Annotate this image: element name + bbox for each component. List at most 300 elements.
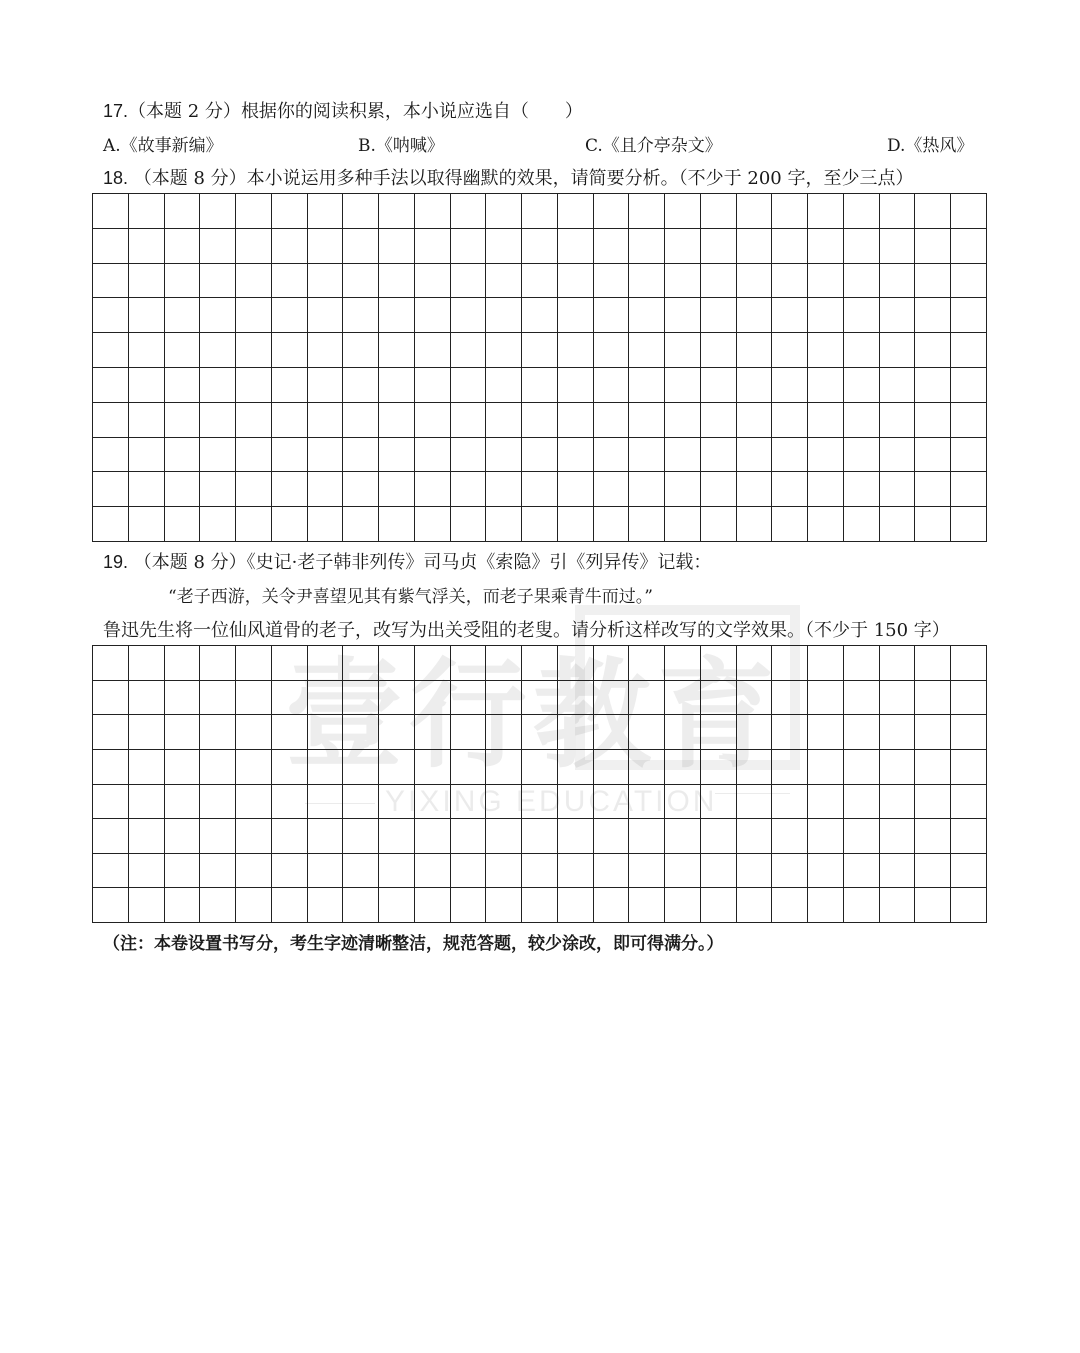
grid-cell[interactable] bbox=[164, 471, 200, 506]
grid-cell[interactable] bbox=[593, 332, 629, 367]
grid-cell[interactable] bbox=[199, 818, 235, 853]
grid-cell[interactable] bbox=[271, 853, 307, 888]
grid-cell[interactable] bbox=[521, 297, 557, 332]
grid-cell[interactable] bbox=[307, 645, 343, 680]
grid-cell[interactable] bbox=[235, 818, 271, 853]
grid-cell[interactable] bbox=[485, 714, 521, 749]
grid-cell[interactable] bbox=[92, 680, 128, 715]
grid-cell[interactable] bbox=[557, 680, 593, 715]
grid-cell[interactable] bbox=[271, 887, 307, 922]
grid-cell[interactable] bbox=[378, 749, 414, 784]
grid-cell[interactable] bbox=[342, 749, 378, 784]
grid-cell[interactable] bbox=[164, 680, 200, 715]
grid-cell[interactable] bbox=[92, 437, 128, 472]
grid-cell[interactable] bbox=[271, 332, 307, 367]
grid-cell[interactable] bbox=[450, 887, 486, 922]
grid-cell[interactable] bbox=[771, 228, 807, 263]
grid-cell[interactable] bbox=[771, 887, 807, 922]
grid-cell[interactable] bbox=[843, 297, 879, 332]
grid-cell[interactable] bbox=[521, 784, 557, 819]
grid-cell[interactable] bbox=[450, 506, 486, 541]
grid-cell[interactable] bbox=[700, 471, 736, 506]
grid-cell[interactable] bbox=[950, 853, 986, 888]
grid-cell[interactable] bbox=[914, 228, 950, 263]
grid-cell[interactable] bbox=[628, 367, 664, 402]
grid-cell[interactable] bbox=[950, 193, 986, 228]
grid-cell[interactable] bbox=[950, 402, 986, 437]
grid-cell[interactable] bbox=[199, 193, 235, 228]
grid-cell[interactable] bbox=[771, 367, 807, 402]
grid-cell[interactable] bbox=[199, 402, 235, 437]
grid-cell[interactable] bbox=[521, 263, 557, 298]
grid-cell[interactable] bbox=[664, 714, 700, 749]
grid-cell[interactable] bbox=[235, 402, 271, 437]
grid-cell[interactable] bbox=[736, 297, 772, 332]
grid-cell[interactable] bbox=[736, 853, 772, 888]
grid-cell[interactable] bbox=[128, 887, 164, 922]
grid-cell[interactable] bbox=[879, 714, 915, 749]
grid-cell[interactable] bbox=[414, 263, 450, 298]
grid-cell[interactable] bbox=[485, 263, 521, 298]
grid-cell[interactable] bbox=[843, 887, 879, 922]
grid-cell[interactable] bbox=[593, 680, 629, 715]
grid-cell[interactable] bbox=[164, 263, 200, 298]
grid-cell[interactable] bbox=[164, 645, 200, 680]
grid-cell[interactable] bbox=[271, 367, 307, 402]
grid-cell[interactable] bbox=[950, 437, 986, 472]
grid-cell[interactable] bbox=[307, 749, 343, 784]
grid-cell[interactable] bbox=[307, 263, 343, 298]
grid-cell[interactable] bbox=[450, 297, 486, 332]
grid-cell[interactable] bbox=[235, 887, 271, 922]
grid-cell[interactable] bbox=[593, 193, 629, 228]
grid-cell[interactable] bbox=[271, 297, 307, 332]
grid-cell[interactable] bbox=[914, 714, 950, 749]
grid-cell[interactable] bbox=[414, 645, 450, 680]
grid-cell[interactable] bbox=[485, 506, 521, 541]
grid-cell[interactable] bbox=[128, 297, 164, 332]
grid-cell[interactable] bbox=[843, 367, 879, 402]
grid-cell[interactable] bbox=[378, 437, 414, 472]
grid-cell[interactable] bbox=[664, 367, 700, 402]
grid-cell[interactable] bbox=[378, 645, 414, 680]
grid-cell[interactable] bbox=[271, 680, 307, 715]
grid-cell[interactable] bbox=[664, 471, 700, 506]
grid-cell[interactable] bbox=[914, 193, 950, 228]
grid-cell[interactable] bbox=[307, 714, 343, 749]
grid-cell[interactable] bbox=[843, 506, 879, 541]
grid-cell[interactable] bbox=[700, 193, 736, 228]
grid-cell[interactable] bbox=[593, 506, 629, 541]
answer-grid-19[interactable] bbox=[92, 645, 987, 923]
grid-cell[interactable] bbox=[378, 680, 414, 715]
grid-cell[interactable] bbox=[128, 193, 164, 228]
grid-cell[interactable] bbox=[485, 297, 521, 332]
grid-cell[interactable] bbox=[128, 402, 164, 437]
grid-cell[interactable] bbox=[879, 193, 915, 228]
grid-cell[interactable] bbox=[914, 784, 950, 819]
grid-cell[interactable] bbox=[557, 645, 593, 680]
grid-cell[interactable] bbox=[771, 506, 807, 541]
grid-cell[interactable] bbox=[807, 228, 843, 263]
grid-cell[interactable] bbox=[914, 402, 950, 437]
grid-cell[interactable] bbox=[843, 402, 879, 437]
grid-cell[interactable] bbox=[450, 367, 486, 402]
grid-cell[interactable] bbox=[450, 193, 486, 228]
grid-cell[interactable] bbox=[199, 749, 235, 784]
grid-cell[interactable] bbox=[557, 887, 593, 922]
grid-cell[interactable] bbox=[485, 749, 521, 784]
grid-cell[interactable] bbox=[485, 645, 521, 680]
grid-cell[interactable] bbox=[914, 297, 950, 332]
grid-cell[interactable] bbox=[271, 749, 307, 784]
grid-cell[interactable] bbox=[164, 367, 200, 402]
grid-cell[interactable] bbox=[128, 853, 164, 888]
grid-cell[interactable] bbox=[914, 367, 950, 402]
grid-cell[interactable] bbox=[164, 193, 200, 228]
grid-cell[interactable] bbox=[521, 853, 557, 888]
grid-cell[interactable] bbox=[628, 680, 664, 715]
grid-cell[interactable] bbox=[736, 402, 772, 437]
grid-cell[interactable] bbox=[736, 818, 772, 853]
grid-cell[interactable] bbox=[485, 228, 521, 263]
grid-cell[interactable] bbox=[92, 263, 128, 298]
grid-cell[interactable] bbox=[879, 887, 915, 922]
grid-cell[interactable] bbox=[843, 193, 879, 228]
grid-cell[interactable] bbox=[521, 402, 557, 437]
grid-cell[interactable] bbox=[557, 437, 593, 472]
grid-cell[interactable] bbox=[92, 193, 128, 228]
grid-cell[interactable] bbox=[199, 680, 235, 715]
grid-cell[interactable] bbox=[199, 263, 235, 298]
grid-cell[interactable] bbox=[557, 367, 593, 402]
grid-cell[interactable] bbox=[557, 749, 593, 784]
grid-cell[interactable] bbox=[235, 749, 271, 784]
grid-cell[interactable] bbox=[593, 228, 629, 263]
grid-cell[interactable] bbox=[128, 471, 164, 506]
grid-cell[interactable] bbox=[628, 332, 664, 367]
grid-cell[interactable] bbox=[485, 437, 521, 472]
grid-cell[interactable] bbox=[700, 228, 736, 263]
grid-cell[interactable] bbox=[771, 437, 807, 472]
grid-cell[interactable] bbox=[378, 714, 414, 749]
grid-cell[interactable] bbox=[593, 784, 629, 819]
grid-cell[interactable] bbox=[950, 367, 986, 402]
grid-cell[interactable] bbox=[92, 818, 128, 853]
grid-cell[interactable] bbox=[485, 784, 521, 819]
grid-cell[interactable] bbox=[557, 471, 593, 506]
grid-cell[interactable] bbox=[700, 437, 736, 472]
grid-cell[interactable] bbox=[628, 645, 664, 680]
grid-cell[interactable] bbox=[557, 506, 593, 541]
grid-cell[interactable] bbox=[521, 367, 557, 402]
grid-cell[interactable] bbox=[199, 332, 235, 367]
grid-cell[interactable] bbox=[92, 332, 128, 367]
grid-cell[interactable] bbox=[450, 263, 486, 298]
grid-cell[interactable] bbox=[593, 471, 629, 506]
grid-cell[interactable] bbox=[450, 680, 486, 715]
grid-cell[interactable] bbox=[521, 437, 557, 472]
grid-cell[interactable] bbox=[414, 332, 450, 367]
grid-cell[interactable] bbox=[700, 887, 736, 922]
grid-cell[interactable] bbox=[414, 818, 450, 853]
grid-cell[interactable] bbox=[736, 645, 772, 680]
grid-cell[interactable] bbox=[843, 818, 879, 853]
grid-cell[interactable] bbox=[199, 506, 235, 541]
grid-cell[interactable] bbox=[414, 887, 450, 922]
grid-cell[interactable] bbox=[700, 784, 736, 819]
grid-cell[interactable] bbox=[628, 297, 664, 332]
grid-cell[interactable] bbox=[700, 402, 736, 437]
grid-cell[interactable] bbox=[771, 645, 807, 680]
grid-cell[interactable] bbox=[557, 193, 593, 228]
grid-cell[interactable] bbox=[414, 784, 450, 819]
grid-cell[interactable] bbox=[843, 853, 879, 888]
grid-cell[interactable] bbox=[771, 714, 807, 749]
grid-cell[interactable] bbox=[378, 228, 414, 263]
grid-cell[interactable] bbox=[128, 228, 164, 263]
grid-cell[interactable] bbox=[593, 402, 629, 437]
grid-cell[interactable] bbox=[307, 680, 343, 715]
grid-cell[interactable] bbox=[199, 784, 235, 819]
grid-cell[interactable] bbox=[342, 471, 378, 506]
grid-cell[interactable] bbox=[950, 228, 986, 263]
grid-cell[interactable] bbox=[807, 749, 843, 784]
grid-cell[interactable] bbox=[700, 506, 736, 541]
grid-cell[interactable] bbox=[414, 297, 450, 332]
grid-cell[interactable] bbox=[128, 714, 164, 749]
grid-cell[interactable] bbox=[342, 818, 378, 853]
grid-cell[interactable] bbox=[879, 402, 915, 437]
grid-cell[interactable] bbox=[235, 784, 271, 819]
grid-cell[interactable] bbox=[485, 680, 521, 715]
grid-cell[interactable] bbox=[664, 332, 700, 367]
grid-cell[interactable] bbox=[557, 784, 593, 819]
grid-cell[interactable] bbox=[736, 228, 772, 263]
grid-cell[interactable] bbox=[950, 887, 986, 922]
grid-cell[interactable] bbox=[807, 471, 843, 506]
grid-cell[interactable] bbox=[664, 887, 700, 922]
grid-cell[interactable] bbox=[521, 228, 557, 263]
grid-cell[interactable] bbox=[92, 645, 128, 680]
grid-cell[interactable] bbox=[414, 367, 450, 402]
grid-cell[interactable] bbox=[736, 749, 772, 784]
grid-cell[interactable] bbox=[843, 645, 879, 680]
grid-cell[interactable] bbox=[700, 367, 736, 402]
grid-cell[interactable] bbox=[378, 818, 414, 853]
grid-cell[interactable] bbox=[950, 332, 986, 367]
grid-cell[interactable] bbox=[664, 506, 700, 541]
grid-cell[interactable] bbox=[664, 818, 700, 853]
grid-cell[interactable] bbox=[736, 263, 772, 298]
grid-cell[interactable] bbox=[950, 506, 986, 541]
grid-cell[interactable] bbox=[342, 714, 378, 749]
grid-cell[interactable] bbox=[628, 853, 664, 888]
grid-cell[interactable] bbox=[307, 887, 343, 922]
grid-cell[interactable] bbox=[593, 437, 629, 472]
grid-cell[interactable] bbox=[628, 887, 664, 922]
grid-cell[interactable] bbox=[414, 680, 450, 715]
grid-cell[interactable] bbox=[700, 263, 736, 298]
grid-cell[interactable] bbox=[736, 680, 772, 715]
grid-cell[interactable] bbox=[593, 297, 629, 332]
grid-cell[interactable] bbox=[342, 297, 378, 332]
grid-cell[interactable] bbox=[307, 471, 343, 506]
grid-cell[interactable] bbox=[736, 887, 772, 922]
grid-cell[interactable] bbox=[664, 853, 700, 888]
grid-cell[interactable] bbox=[807, 784, 843, 819]
grid-cell[interactable] bbox=[235, 680, 271, 715]
grid-cell[interactable] bbox=[664, 749, 700, 784]
grid-cell[interactable] bbox=[450, 853, 486, 888]
grid-cell[interactable] bbox=[271, 645, 307, 680]
grid-cell[interactable] bbox=[199, 645, 235, 680]
grid-cell[interactable] bbox=[700, 680, 736, 715]
grid-cell[interactable] bbox=[164, 297, 200, 332]
grid-cell[interactable] bbox=[485, 471, 521, 506]
grid-cell[interactable] bbox=[164, 784, 200, 819]
grid-cell[interactable] bbox=[271, 193, 307, 228]
grid-cell[interactable] bbox=[164, 887, 200, 922]
grid-cell[interactable] bbox=[378, 887, 414, 922]
grid-cell[interactable] bbox=[593, 818, 629, 853]
grid-cell[interactable] bbox=[557, 332, 593, 367]
grid-cell[interactable] bbox=[628, 506, 664, 541]
grid-cell[interactable] bbox=[450, 784, 486, 819]
grid-cell[interactable] bbox=[736, 193, 772, 228]
grid-cell[interactable] bbox=[485, 367, 521, 402]
grid-cell[interactable] bbox=[199, 297, 235, 332]
grid-cell[interactable] bbox=[521, 749, 557, 784]
grid-cell[interactable] bbox=[235, 193, 271, 228]
grid-cell[interactable] bbox=[628, 263, 664, 298]
grid-cell[interactable] bbox=[128, 680, 164, 715]
grid-cell[interactable] bbox=[914, 818, 950, 853]
grid-cell[interactable] bbox=[128, 749, 164, 784]
grid-cell[interactable] bbox=[771, 680, 807, 715]
grid-cell[interactable] bbox=[700, 297, 736, 332]
grid-cell[interactable] bbox=[414, 714, 450, 749]
grid-cell[interactable] bbox=[164, 714, 200, 749]
grid-cell[interactable] bbox=[736, 332, 772, 367]
grid-cell[interactable] bbox=[628, 193, 664, 228]
grid-cell[interactable] bbox=[378, 402, 414, 437]
grid-cell[interactable] bbox=[950, 471, 986, 506]
grid-cell[interactable] bbox=[914, 263, 950, 298]
grid-cell[interactable] bbox=[950, 818, 986, 853]
grid-cell[interactable] bbox=[664, 784, 700, 819]
grid-cell[interactable] bbox=[378, 332, 414, 367]
grid-cell[interactable] bbox=[485, 887, 521, 922]
grid-cell[interactable] bbox=[342, 784, 378, 819]
grid-cell[interactable] bbox=[307, 853, 343, 888]
grid-cell[interactable] bbox=[485, 818, 521, 853]
grid-cell[interactable] bbox=[700, 853, 736, 888]
grid-cell[interactable] bbox=[950, 297, 986, 332]
grid-cell[interactable] bbox=[307, 193, 343, 228]
grid-cell[interactable] bbox=[271, 818, 307, 853]
grid-cell[interactable] bbox=[235, 506, 271, 541]
grid-cell[interactable] bbox=[521, 193, 557, 228]
grid-cell[interactable] bbox=[879, 471, 915, 506]
grid-cell[interactable] bbox=[235, 471, 271, 506]
grid-cell[interactable] bbox=[879, 784, 915, 819]
grid-cell[interactable] bbox=[879, 853, 915, 888]
grid-cell[interactable] bbox=[700, 714, 736, 749]
grid-cell[interactable] bbox=[92, 506, 128, 541]
grid-cell[interactable] bbox=[736, 506, 772, 541]
grid-cell[interactable] bbox=[557, 402, 593, 437]
grid-cell[interactable] bbox=[557, 853, 593, 888]
grid-cell[interactable] bbox=[628, 437, 664, 472]
grid-cell[interactable] bbox=[628, 784, 664, 819]
grid-cell[interactable] bbox=[807, 818, 843, 853]
grid-cell[interactable] bbox=[521, 887, 557, 922]
grid-cell[interactable] bbox=[879, 297, 915, 332]
grid-cell[interactable] bbox=[485, 193, 521, 228]
grid-cell[interactable] bbox=[879, 680, 915, 715]
grid-cell[interactable] bbox=[593, 367, 629, 402]
grid-cell[interactable] bbox=[128, 784, 164, 819]
grid-cell[interactable] bbox=[485, 853, 521, 888]
grid-cell[interactable] bbox=[92, 367, 128, 402]
grid-cell[interactable] bbox=[557, 714, 593, 749]
grid-cell[interactable] bbox=[92, 749, 128, 784]
grid-cell[interactable] bbox=[164, 228, 200, 263]
grid-cell[interactable] bbox=[271, 506, 307, 541]
grid-cell[interactable] bbox=[342, 853, 378, 888]
grid-cell[interactable] bbox=[557, 297, 593, 332]
grid-cell[interactable] bbox=[807, 367, 843, 402]
grid-cell[interactable] bbox=[342, 367, 378, 402]
grid-cell[interactable] bbox=[664, 437, 700, 472]
grid-cell[interactable] bbox=[271, 714, 307, 749]
grid-cell[interactable] bbox=[950, 749, 986, 784]
grid-cell[interactable] bbox=[199, 367, 235, 402]
grid-cell[interactable] bbox=[235, 228, 271, 263]
grid-cell[interactable] bbox=[914, 471, 950, 506]
grid-cell[interactable] bbox=[771, 749, 807, 784]
grid-cell[interactable] bbox=[128, 506, 164, 541]
grid-cell[interactable] bbox=[414, 853, 450, 888]
grid-cell[interactable] bbox=[378, 506, 414, 541]
grid-cell[interactable] bbox=[879, 645, 915, 680]
grid-cell[interactable] bbox=[914, 887, 950, 922]
grid-cell[interactable] bbox=[342, 680, 378, 715]
grid-cell[interactable] bbox=[807, 680, 843, 715]
grid-cell[interactable] bbox=[700, 749, 736, 784]
grid-cell[interactable] bbox=[843, 680, 879, 715]
grid-cell[interactable] bbox=[378, 193, 414, 228]
grid-cell[interactable] bbox=[950, 680, 986, 715]
grid-cell[interactable] bbox=[843, 437, 879, 472]
grid-cell[interactable] bbox=[450, 714, 486, 749]
grid-cell[interactable] bbox=[271, 784, 307, 819]
grid-cell[interactable] bbox=[92, 471, 128, 506]
grid-cell[interactable] bbox=[628, 402, 664, 437]
grid-cell[interactable] bbox=[164, 749, 200, 784]
grid-cell[interactable] bbox=[235, 367, 271, 402]
grid-cell[interactable] bbox=[271, 437, 307, 472]
grid-cell[interactable] bbox=[199, 471, 235, 506]
grid-cell[interactable] bbox=[843, 263, 879, 298]
grid-cell[interactable] bbox=[628, 818, 664, 853]
grid-cell[interactable] bbox=[914, 680, 950, 715]
grid-cell[interactable] bbox=[342, 506, 378, 541]
grid-cell[interactable] bbox=[807, 714, 843, 749]
grid-cell[interactable] bbox=[771, 853, 807, 888]
grid-cell[interactable] bbox=[450, 645, 486, 680]
